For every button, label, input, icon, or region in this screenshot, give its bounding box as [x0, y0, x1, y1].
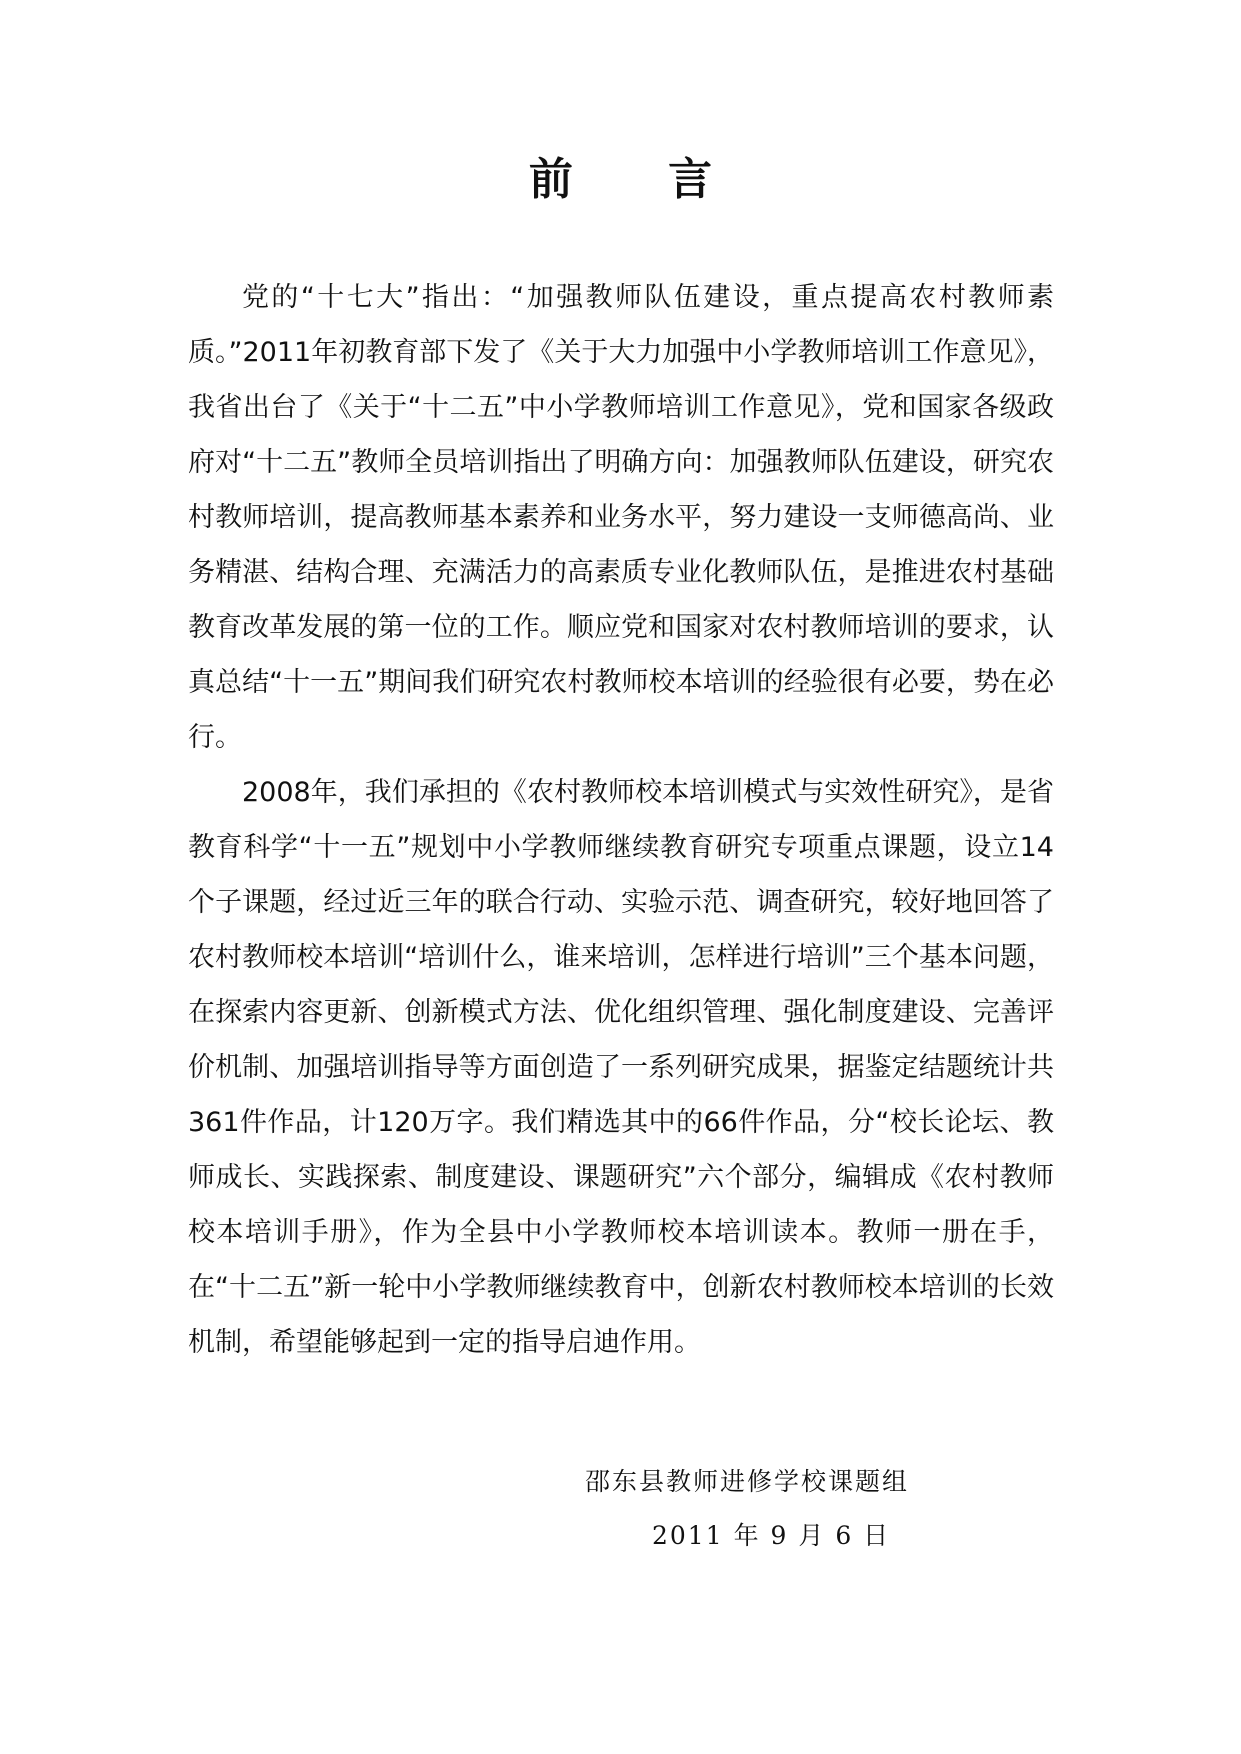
signature-date: 2011 年 9 月 6 日 [652, 1521, 891, 1550]
paragraph-2: 2008年，我们承担的《农村教师校本培训模式与实效性研究》，是省教育科学“十一五”规划中小学教师继续教育研究专项重点课题，设立14个子课题，经过近三年的联合行动、实验示范、调查研究，较好地回答了农村教师校本培训“培训什么，谁来培训，怎样进行培训”三个基本问题，在探索内容更新、创新模式方法、优化组织管理、强化制度建设、完善评价机制、加强培训指导等方面创造了一系列研究成果，据鉴定结题统计共361件作品，计120万字。我们精选其中的66件作品，分“校长论坛、教师成长、实践探索、制度建设、课题研究”六个部分，编辑成《农村教师校本培训手册》，作为全县中小学教师校本培训读本。教师一册在手，在“十二五”新一轮中小学教师继续教育中，创新农村教师校本培训的长效机制，希望能够起到一定的指导启迪作用。 [188, 777, 1054, 1358]
preface-body [188, 270, 1054, 1370]
paragraph-1: 党的“十七大”指出：“加强教师队伍建设，重点提高农村教师素质。”2011年初教育部下发了《关于大力加强中小学教师培训工作意见》，我省出台了《关于“十二五”中小学教师培训工作意见》，党和国家各级政府对“十二五”教师全员培训指出了明确方向：加强教师队伍建设，研究农村教师培训，提高教师基本素养和业务水平，努力建设一支师德高尚、业务精湛、结构合理、充满活力的高素质专业化教师队伍，是推进农村基础教育改革发展的第一位的工作。顺应党和国家对农村教师培训的要求，认真总结“十一五”期间我们研究农村教师校本培训的经验很有必要，势在必行。 [188, 282, 1054, 753]
author-signature: 邵东县教师进修学校课题组 [585, 1467, 910, 1496]
page-title: 前 言 [528, 154, 753, 205]
